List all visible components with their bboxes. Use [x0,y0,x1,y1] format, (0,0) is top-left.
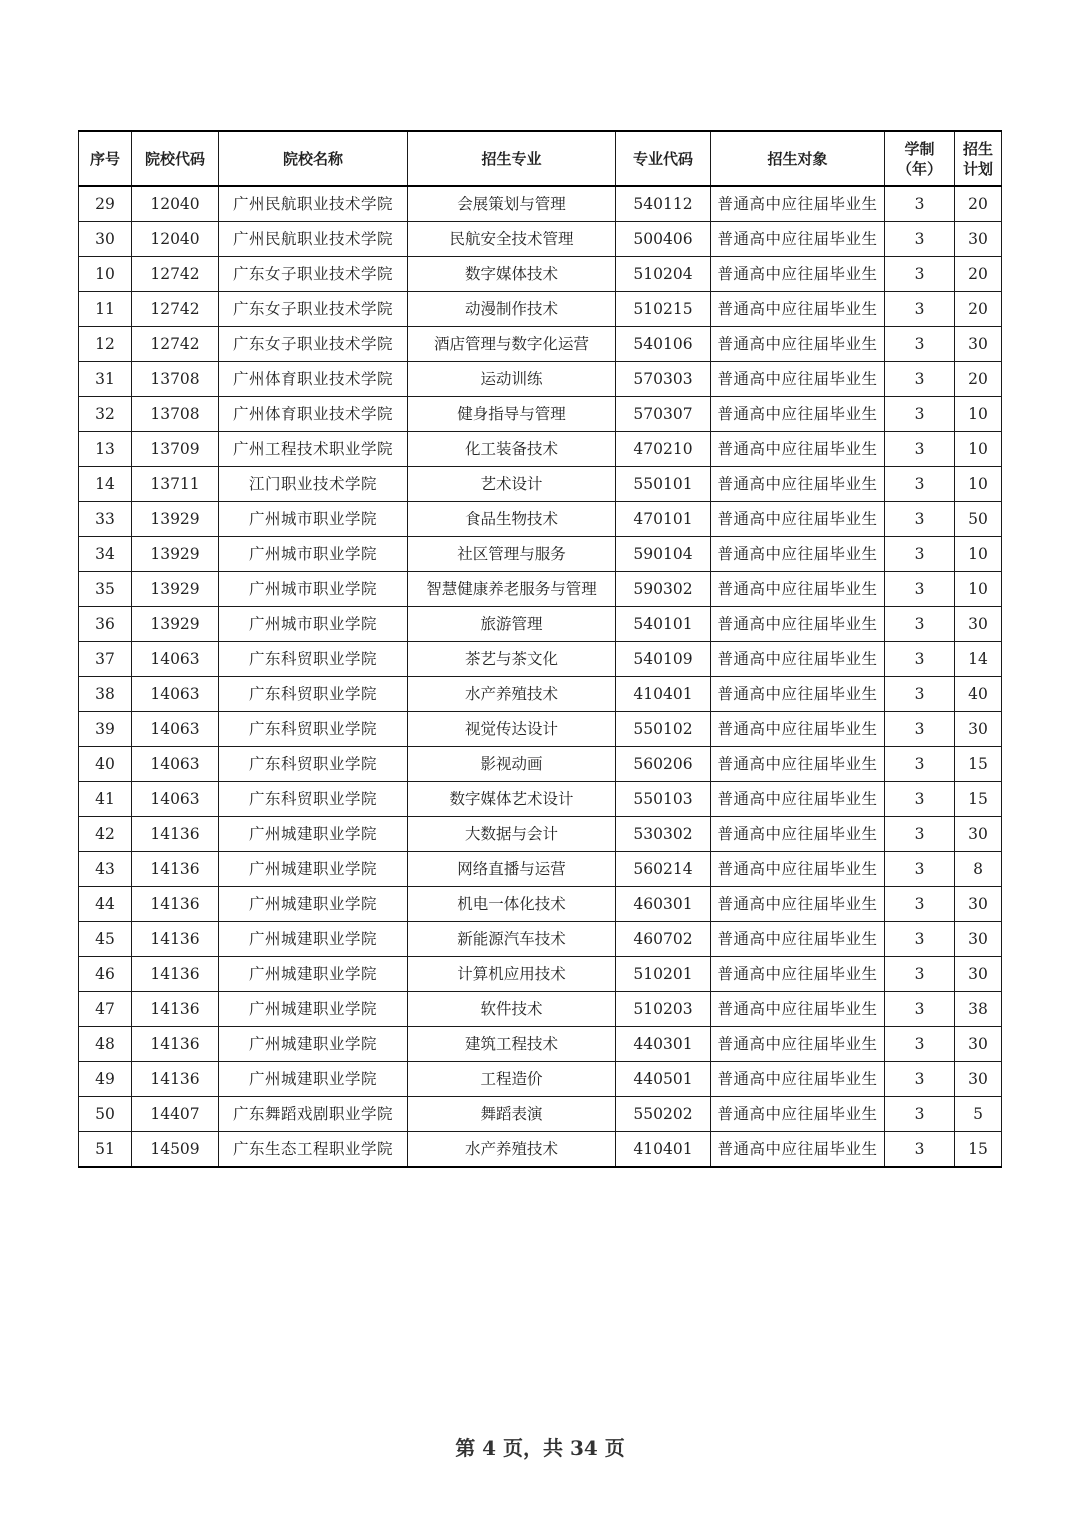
cell-years: 3 [885,957,955,992]
cell-school-name: 广州城建职业学院 [219,1062,408,1097]
cell-seq: 11 [79,292,132,327]
cell-plan: 20 [955,257,1002,292]
cell-seq: 12 [79,327,132,362]
cell-target: 普通高中应往届毕业生 [711,537,885,572]
cell-major-code: 540109 [616,642,711,677]
cell-target: 普通高中应往届毕业生 [711,747,885,782]
cell-school-name: 广东女子职业技术学院 [219,257,408,292]
cell-years: 3 [885,677,955,712]
cell-school-code: 13929 [132,572,219,607]
cell-plan: 5 [955,1097,1002,1132]
cell-plan: 30 [955,327,1002,362]
cell-seq: 14 [79,467,132,502]
cell-target: 普通高中应往届毕业生 [711,782,885,817]
cell-school-name: 广东生态工程职业学院 [219,1132,408,1168]
cell-plan: 30 [955,712,1002,747]
cell-major: 计算机应用技术 [408,957,616,992]
cell-major: 大数据与会计 [408,817,616,852]
cell-major-code: 570303 [616,362,711,397]
cell-plan: 20 [955,292,1002,327]
cell-major-code: 590104 [616,537,711,572]
table-header [79,131,1002,186]
cell-major: 艺术设计 [408,467,616,502]
cell-school-code: 13709 [132,432,219,467]
cell-school-name: 广东女子职业技术学院 [219,292,408,327]
cell-major: 影视动画 [408,747,616,782]
cell-plan: 15 [955,782,1002,817]
cell-target: 普通高中应往届毕业生 [711,1097,885,1132]
cell-years: 3 [885,537,955,572]
cell-plan: 10 [955,432,1002,467]
cell-plan: 30 [955,1027,1002,1062]
cell-years: 3 [885,817,955,852]
cell-seq: 45 [79,922,132,957]
cell-seq: 29 [79,186,132,222]
cell-school-name: 广东舞蹈戏剧职业学院 [219,1097,408,1132]
header-years-line1: 学制 [904,139,935,158]
table-row [79,222,1002,257]
cell-target: 普通高中应往届毕业生 [711,327,885,362]
table-row [79,1027,1002,1062]
cell-major: 视觉传达设计 [408,712,616,747]
cell-school-code: 14407 [132,1097,219,1132]
cell-major-code: 590302 [616,572,711,607]
cell-major: 工程造价 [408,1062,616,1097]
cell-school-name: 广东科贸职业学院 [219,642,408,677]
cell-major-code: 440501 [616,1062,711,1097]
cell-target: 普通高中应往届毕业生 [711,1062,885,1097]
cell-years: 3 [885,572,955,607]
cell-school-code: 14136 [132,852,219,887]
cell-school-name: 广州民航职业技术学院 [219,222,408,257]
cell-school-code: 13929 [132,537,219,572]
cell-school-code: 13708 [132,362,219,397]
cell-school-name: 广州城市职业学院 [219,572,408,607]
cell-major: 数字媒体技术 [408,257,616,292]
cell-school-name: 广东科贸职业学院 [219,747,408,782]
cell-major-code: 510203 [616,992,711,1027]
cell-major-code: 550202 [616,1097,711,1132]
cell-school-name: 江门职业技术学院 [219,467,408,502]
table-row [79,817,1002,852]
cell-years: 3 [885,397,955,432]
cell-plan: 30 [955,1062,1002,1097]
cell-seq: 43 [79,852,132,887]
cell-plan: 10 [955,397,1002,432]
cell-target: 普通高中应往届毕业生 [711,852,885,887]
cell-target: 普通高中应往届毕业生 [711,467,885,502]
cell-years: 3 [885,992,955,1027]
cell-years: 3 [885,607,955,642]
cell-major: 数字媒体艺术设计 [408,782,616,817]
cell-school-code: 14509 [132,1132,219,1168]
cell-target: 普通高中应往届毕业生 [711,572,885,607]
cell-major: 旅游管理 [408,607,616,642]
cell-plan: 10 [955,537,1002,572]
cell-major: 会展策划与管理 [408,186,616,222]
table-row [79,467,1002,502]
cell-years: 3 [885,362,955,397]
cell-plan: 38 [955,992,1002,1027]
cell-school-code: 14063 [132,712,219,747]
cell-school-name: 广东女子职业技术学院 [219,327,408,362]
cell-school-code: 14136 [132,1027,219,1062]
table-row [79,292,1002,327]
table-row [79,712,1002,747]
table-row [79,852,1002,887]
cell-school-code: 14063 [132,747,219,782]
page-number-footer: 第 4 页，共 34 页 [455,1436,625,1460]
cell-major: 动漫制作技术 [408,292,616,327]
cell-school-name: 广州城市职业学院 [219,607,408,642]
cell-major-code: 470101 [616,502,711,537]
header-major-code: 专业代码 [616,131,711,186]
cell-target: 普通高中应往届毕业生 [711,186,885,222]
cell-school-code: 12040 [132,222,219,257]
table-row [79,432,1002,467]
cell-major-code: 540101 [616,607,711,642]
cell-target: 普通高中应往届毕业生 [711,607,885,642]
cell-major: 新能源汽车技术 [408,922,616,957]
cell-seq: 44 [79,887,132,922]
cell-seq: 35 [79,572,132,607]
cell-plan: 10 [955,572,1002,607]
cell-seq: 30 [79,222,132,257]
table-row [79,957,1002,992]
cell-seq: 10 [79,257,132,292]
cell-target: 普通高中应往届毕业生 [711,1132,885,1168]
cell-school-code: 14136 [132,957,219,992]
cell-school-code: 13929 [132,502,219,537]
cell-years: 3 [885,467,955,502]
cell-major-code: 470210 [616,432,711,467]
cell-years: 3 [885,747,955,782]
cell-major: 健身指导与管理 [408,397,616,432]
cell-plan: 8 [955,852,1002,887]
cell-major-code: 550103 [616,782,711,817]
table-row [79,607,1002,642]
header-plan [955,131,1002,186]
cell-years: 3 [885,1132,955,1168]
cell-target: 普通高中应往届毕业生 [711,992,885,1027]
cell-school-code: 14136 [132,817,219,852]
cell-school-code: 12040 [132,186,219,222]
table-row [79,642,1002,677]
table-row [79,782,1002,817]
cell-major-code: 540106 [616,327,711,362]
table-row [79,327,1002,362]
table-row [79,362,1002,397]
cell-years: 3 [885,887,955,922]
cell-major: 酒店管理与数字化运营 [408,327,616,362]
cell-years: 3 [885,1097,955,1132]
cell-seq: 13 [79,432,132,467]
cell-target: 普通高中应往届毕业生 [711,957,885,992]
cell-seq: 38 [79,677,132,712]
cell-years: 3 [885,782,955,817]
cell-years: 3 [885,292,955,327]
cell-plan: 30 [955,887,1002,922]
table-row [79,1062,1002,1097]
cell-years: 3 [885,852,955,887]
header-seq: 序号 [79,131,132,186]
cell-years: 3 [885,432,955,467]
cell-major-code: 460702 [616,922,711,957]
cell-target: 普通高中应往届毕业生 [711,887,885,922]
table-body [79,186,1002,1167]
cell-major: 网络直播与运营 [408,852,616,887]
cell-plan: 30 [955,957,1002,992]
cell-plan: 30 [955,922,1002,957]
cell-school-name: 广州工程技术职业学院 [219,432,408,467]
cell-years: 3 [885,1062,955,1097]
cell-school-code: 14063 [132,782,219,817]
table-row [79,537,1002,572]
cell-years: 3 [885,327,955,362]
table-row [79,1132,1002,1168]
cell-school-name: 广东科贸职业学院 [219,677,408,712]
cell-school-code: 13711 [132,467,219,502]
cell-plan: 10 [955,467,1002,502]
cell-major: 建筑工程技术 [408,1027,616,1062]
cell-major-code: 510204 [616,257,711,292]
cell-years: 3 [885,222,955,257]
cell-major-code: 560206 [616,747,711,782]
cell-school-name: 广州体育职业技术学院 [219,362,408,397]
cell-years: 3 [885,1027,955,1062]
cell-school-code: 13708 [132,397,219,432]
cell-major: 水产养殖技术 [408,1132,616,1168]
cell-school-code: 12742 [132,327,219,362]
cell-years: 3 [885,186,955,222]
table-row [79,922,1002,957]
cell-seq: 36 [79,607,132,642]
cell-plan: 15 [955,747,1002,782]
cell-plan: 15 [955,1132,1002,1168]
cell-school-name: 广州城建职业学院 [219,887,408,922]
cell-plan: 40 [955,677,1002,712]
cell-seq: 46 [79,957,132,992]
cell-plan: 50 [955,502,1002,537]
cell-target: 普通高中应往届毕业生 [711,677,885,712]
cell-school-code: 14063 [132,642,219,677]
cell-years: 3 [885,922,955,957]
header-years-line2: （年） [896,159,942,178]
cell-seq: 40 [79,747,132,782]
cell-major-code: 530302 [616,817,711,852]
cell-school-name: 广州城市职业学院 [219,502,408,537]
cell-school-code: 14136 [132,922,219,957]
cell-major: 智慧健康养老服务与管理 [408,572,616,607]
cell-target: 普通高中应往届毕业生 [711,397,885,432]
cell-seq: 51 [79,1132,132,1168]
cell-target: 普通高中应往届毕业生 [711,922,885,957]
table-row [79,257,1002,292]
cell-school-name: 广州城建职业学院 [219,957,408,992]
cell-seq: 34 [79,537,132,572]
cell-target: 普通高中应往届毕业生 [711,712,885,747]
cell-plan: 20 [955,362,1002,397]
cell-school-code: 12742 [132,257,219,292]
cell-years: 3 [885,502,955,537]
cell-major-code: 510201 [616,957,711,992]
cell-seq: 32 [79,397,132,432]
cell-major-code: 560214 [616,852,711,887]
cell-major-code: 510215 [616,292,711,327]
cell-school-name: 广州城市职业学院 [219,537,408,572]
header-years [885,131,955,186]
header-target: 招生对象 [711,131,885,186]
cell-target: 普通高中应往届毕业生 [711,292,885,327]
cell-target: 普通高中应往届毕业生 [711,502,885,537]
table-row [79,1097,1002,1132]
header-major: 招生专业 [408,131,616,186]
header-plan-line1: 招生 [962,139,993,158]
table-row [79,397,1002,432]
cell-plan: 30 [955,817,1002,852]
cell-plan: 14 [955,642,1002,677]
cell-major-code: 410401 [616,677,711,712]
cell-school-name: 广州民航职业技术学院 [219,186,408,222]
cell-major: 食品生物技术 [408,502,616,537]
cell-school-name: 广州城建职业学院 [219,852,408,887]
cell-school-name: 广东科贸职业学院 [219,712,408,747]
cell-seq: 33 [79,502,132,537]
cell-major: 运动训练 [408,362,616,397]
cell-seq: 31 [79,362,132,397]
table-row [79,677,1002,712]
cell-major: 化工装备技术 [408,432,616,467]
cell-target: 普通高中应往届毕业生 [711,817,885,852]
cell-major: 舞蹈表演 [408,1097,616,1132]
cell-school-code: 14136 [132,1062,219,1097]
table-row [79,186,1002,222]
header-plan-line2: 计划 [962,159,993,178]
table-row [79,747,1002,782]
cell-school-name: 广州城建职业学院 [219,1027,408,1062]
cell-seq: 42 [79,817,132,852]
cell-target: 普通高中应往届毕业生 [711,222,885,257]
cell-major-code: 540112 [616,186,711,222]
cell-school-name: 广州体育职业技术学院 [219,397,408,432]
cell-major: 机电一体化技术 [408,887,616,922]
cell-major: 水产养殖技术 [408,677,616,712]
cell-seq: 39 [79,712,132,747]
cell-seq: 47 [79,992,132,1027]
cell-school-name: 广州城建职业学院 [219,992,408,1027]
cell-school-code: 14063 [132,677,219,712]
cell-major: 社区管理与服务 [408,537,616,572]
cell-major-code: 500406 [616,222,711,257]
table-row [79,502,1002,537]
header-school-code: 院校代码 [132,131,219,186]
cell-years: 3 [885,712,955,747]
cell-school-name: 广州城建职业学院 [219,922,408,957]
header-school-name: 院校名称 [219,131,408,186]
cell-plan: 30 [955,607,1002,642]
cell-target: 普通高中应往届毕业生 [711,642,885,677]
cell-school-name: 广州城建职业学院 [219,817,408,852]
table-row [79,887,1002,922]
cell-major-code: 460301 [616,887,711,922]
cell-major: 软件技术 [408,992,616,1027]
cell-major-code: 570307 [616,397,711,432]
cell-school-code: 13929 [132,607,219,642]
cell-major: 茶艺与茶文化 [408,642,616,677]
cell-target: 普通高中应往届毕业生 [711,1027,885,1062]
cell-years: 3 [885,257,955,292]
cell-major-code: 550102 [616,712,711,747]
cell-years: 3 [885,642,955,677]
cell-major: 民航安全技术管理 [408,222,616,257]
table-row [79,992,1002,1027]
header-row [79,131,1002,186]
enrollment-table [78,130,1002,1168]
cell-school-code: 14136 [132,992,219,1027]
cell-seq: 50 [79,1097,132,1132]
cell-major-code: 410401 [616,1132,711,1168]
cell-seq: 41 [79,782,132,817]
cell-major-code: 550101 [616,467,711,502]
cell-school-code: 14136 [132,887,219,922]
table-row [79,572,1002,607]
cell-plan: 20 [955,186,1002,222]
cell-major-code: 440301 [616,1027,711,1062]
cell-target: 普通高中应往届毕业生 [711,362,885,397]
cell-target: 普通高中应往届毕业生 [711,257,885,292]
cell-plan: 30 [955,222,1002,257]
cell-seq: 48 [79,1027,132,1062]
cell-school-name: 广东科贸职业学院 [219,782,408,817]
cell-seq: 49 [79,1062,132,1097]
cell-target: 普通高中应往届毕业生 [711,432,885,467]
cell-school-code: 12742 [132,292,219,327]
cell-seq: 37 [79,642,132,677]
